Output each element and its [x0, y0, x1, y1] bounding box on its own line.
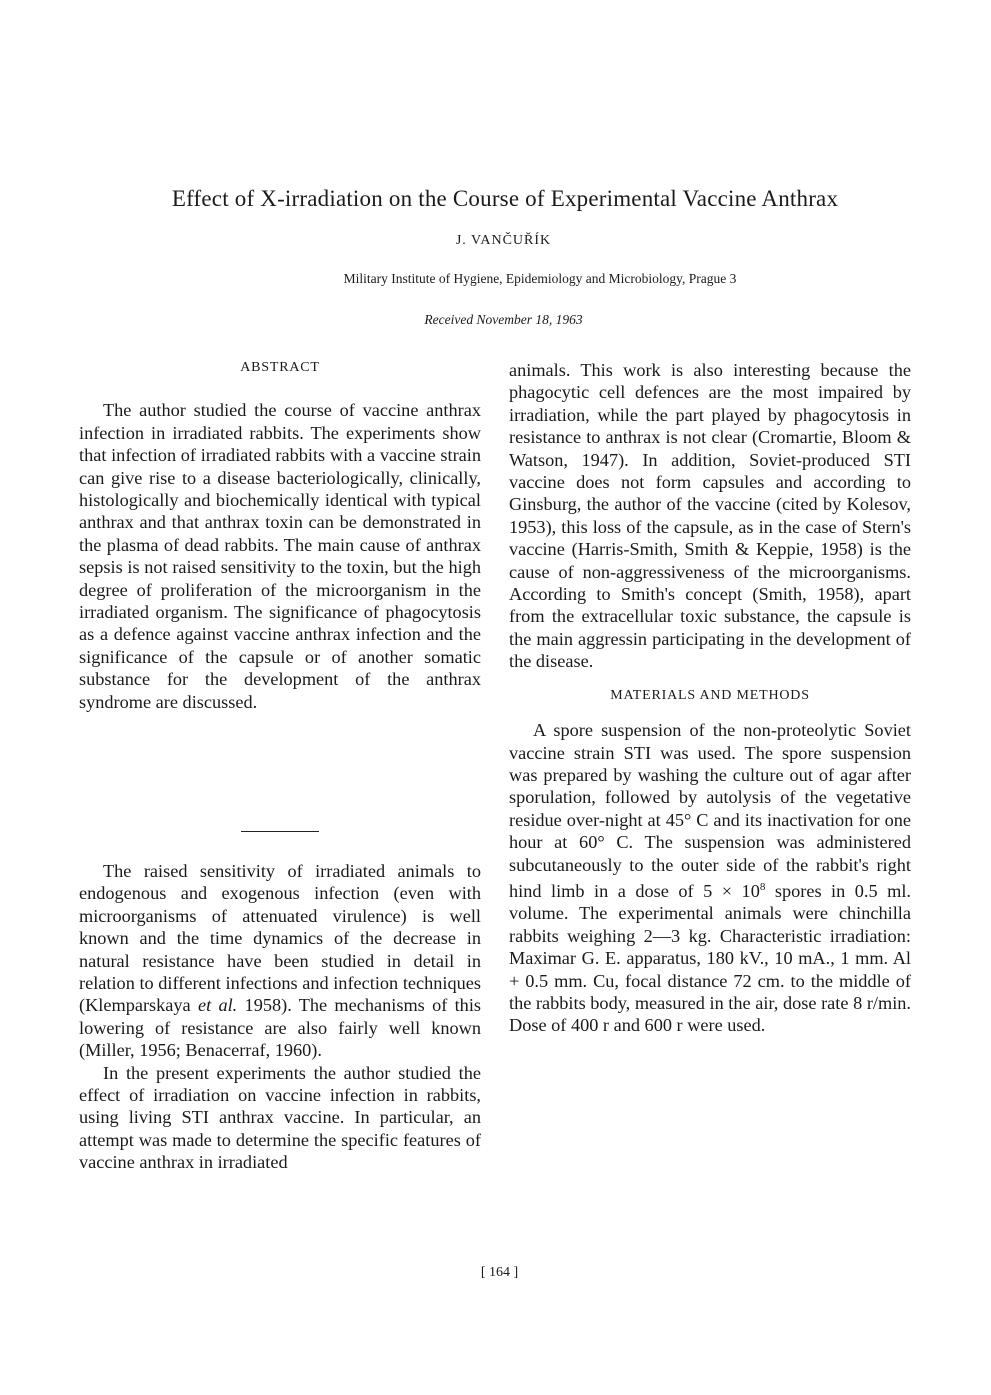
methods-text-b: spores in 0.5 ml. volume. The experimental animals were chinchilla rabbits weighing 2—3 kg. Characteristic irradiation: Maximar G. E. apparatus, 180 kV., 10 mA., 1 mm. Al + 0.5 mm. Cu, focal distance 72 cm. to the middle of the rabbits body, measured in the air, dose rate 8 r/min. Dose of 400 r and 600 r were used. — [509, 881, 912, 1036]
intro-paragraph-1 — [79, 860, 481, 1062]
section-divider — [241, 831, 319, 832]
intro-paragraph-2: In the present experiments the author studied the effect of irradiation on vaccine infection in rabbits, using living STI anthrax vaccine. In particular, an attempt was made to determine the specific features of vaccine anthrax in irradiated — [79, 1062, 481, 1173]
author-name: J. VANČUŘÍK — [455, 233, 552, 248]
intro-p1-text-cont: 1958). The mechanisms of this lowering of resistance are also fairly well known (Miller, 1956; Benacerraf, 1960). — [79, 995, 482, 1061]
right-column — [509, 359, 911, 1037]
methods-exponent: 8 — [759, 880, 766, 893]
paper-title: Effect of X-irradiation on the Course of Experimental Vaccine Anthrax — [171, 186, 839, 211]
methods-heading: MATERIALS AND METHODS — [610, 687, 810, 703]
abstract-text: The author studied the course of vaccine anthrax infection in irradiated rabbits. The experiments show that infection of irradiated rabbits with a vaccine strain can give rise to a disease bacteriologically, clinically, histologically and biochemically identical with typical anthrax and that anthrax toxin can be demonstrated in the plasma of dead rabbits. The main cause of anthrax sepsis is not raised sensitivity to the toxin, but the high degree of proliferation of the microorganism in the irradiated organism. The significance of phagocytosis as a defence against vaccine anthrax infection and the significance of the capsule or of another somatic substance for the development of the anthrax syndrome are discussed. — [79, 400, 481, 712]
abstract-column — [79, 357, 481, 713]
affiliation: Military Institute of Hygiene, Epidemiology and Microbiology, Prague 3 — [343, 271, 737, 286]
received-date: Received November 18, 1963 — [424, 312, 583, 327]
abstract-heading: ABSTRACT — [240, 360, 320, 375]
intro-p1-text: The raised sensitivity of irradiated animals to endogenous and exogenous infection (even with microorganisms of attenuated virulence) is well known and the time dynamics of the decrease in natural resistance have been studied in detail in relation to different infections and infection techniques (Klemparskaya — [79, 861, 481, 1016]
intro-paragraph-3: animals. This work is also interesting because the phagocytic cell defences are the most impaired by irradiation, while the part played by phagocytosis in resistance to anthrax is not clear (Cromartie, Bloom & Watson, 1947). In addition, Soviet-produced STI vaccine does not form capsules and according to Ginsburg, the author of the vaccine (cited by Kolesov, 1953), this loss of the capsule, as in the case of Stern's vaccine (Harris-Smith, Smith & Keppie, 1958) is the cause of non-aggressiveness of the microorganisms. According to Smith's concept (Smith, 1958), apart from the extracellular toxic substance, the capsule is the main aggressin participating in the development of the disease. — [509, 360, 911, 672]
methods-text-a: A spore suspension of the non-proteolytic Soviet vaccine strain STI was used. The spore suspension was prepared by washing the culture out of agar after sporulation, followed by autolysis of the vegetative residue over-night at 45° C and its inactivation for one hour at 60° C. The suspension was administered subcutaneously to the outer side of the rabbit's right hind limb in a dose of 5 × 10 — [509, 720, 911, 902]
methods-text — [509, 719, 911, 1037]
page-number: [ 164 ] — [480, 1265, 519, 1280]
et-al: et al. — [197, 995, 238, 1016]
intro-left-column — [79, 860, 481, 1174]
